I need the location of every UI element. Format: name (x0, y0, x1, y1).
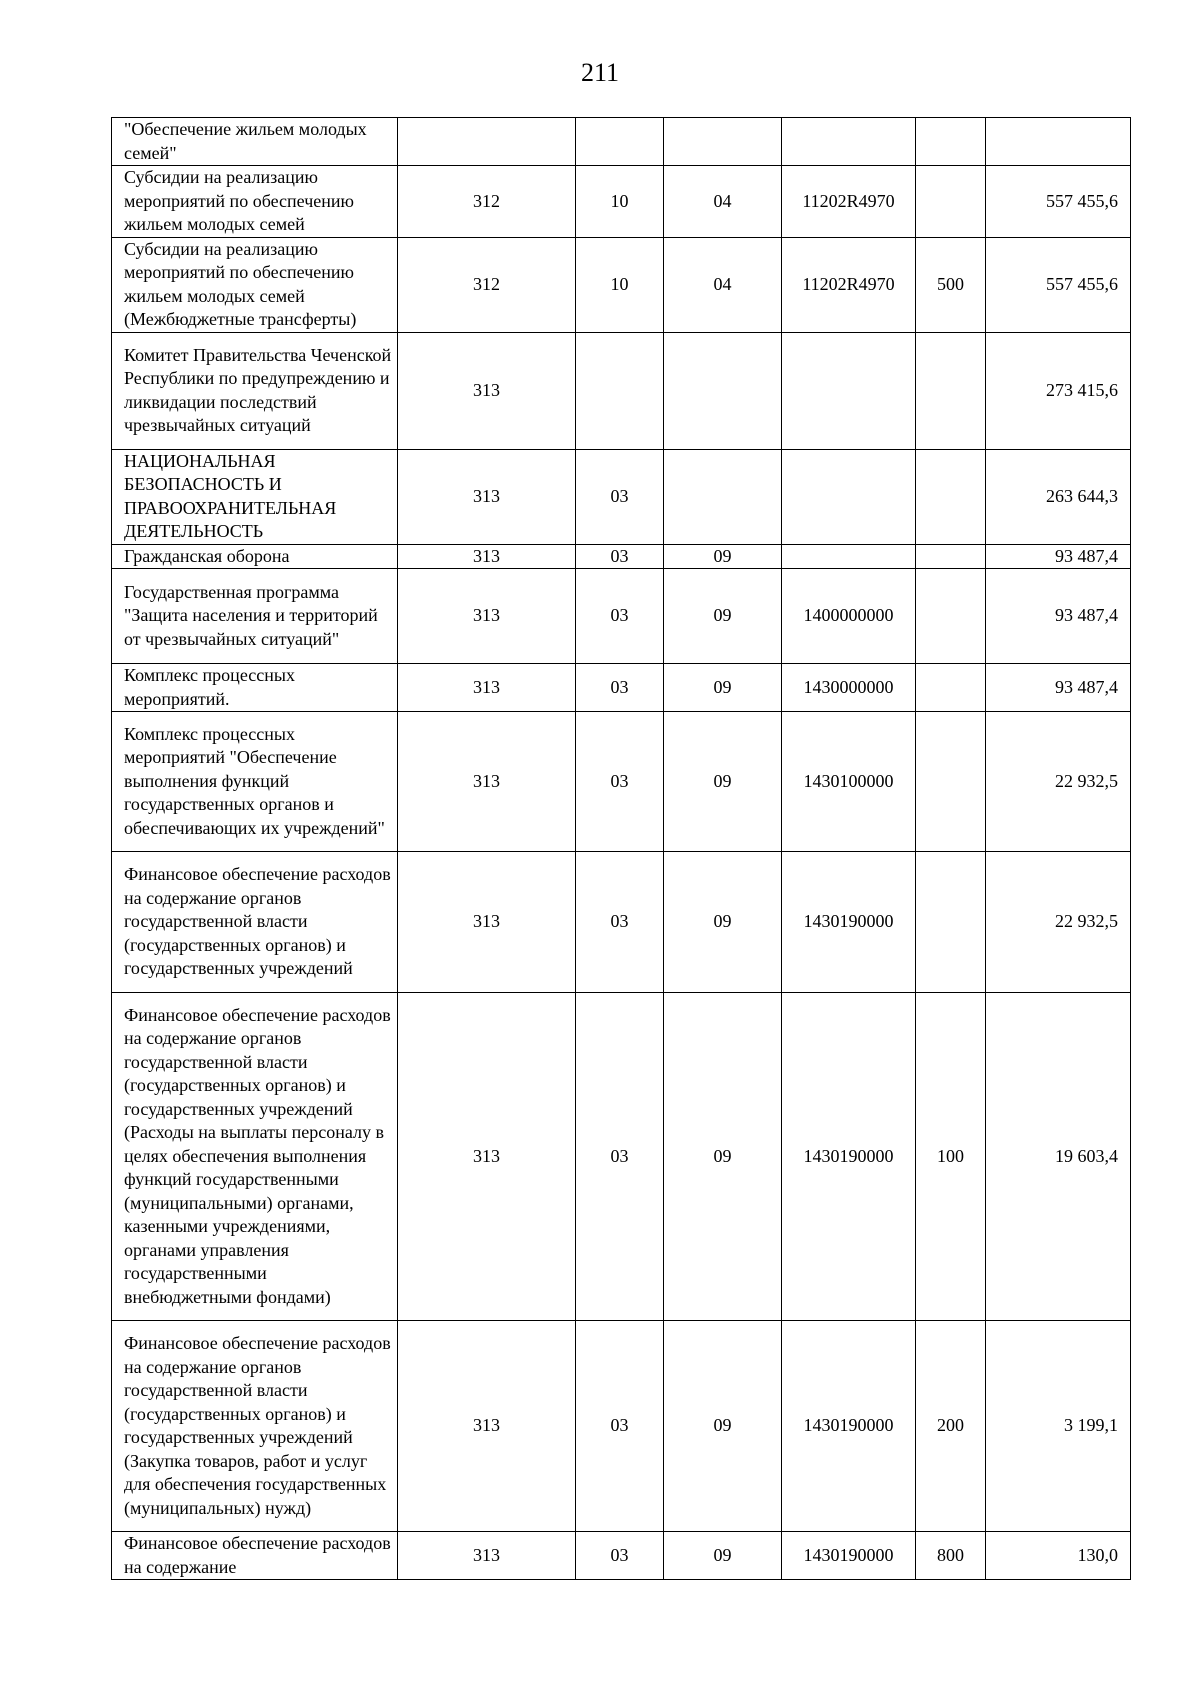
cell-section: 03 (576, 569, 664, 664)
cell-grbs: 313 (398, 1532, 576, 1580)
cell-target: 1430190000 (782, 993, 916, 1321)
cell-section: 03 (576, 1532, 664, 1580)
cell-sum: 557 455,6 (986, 237, 1131, 332)
cell-subsection: 04 (664, 237, 782, 332)
cell-vr (916, 166, 986, 238)
cell-subsection: 09 (664, 544, 782, 569)
cell-vr (916, 332, 986, 449)
cell-section: 10 (576, 166, 664, 238)
cell-grbs: 313 (398, 569, 576, 664)
cell-target (782, 544, 916, 569)
cell-grbs: 313 (398, 993, 576, 1321)
table-row (112, 1321, 1131, 1532)
cell-sum (986, 118, 1131, 166)
table-row (112, 993, 1131, 1321)
cell-vr (916, 664, 986, 712)
table-row (112, 712, 1131, 852)
cell-vr (916, 449, 986, 544)
table-row (112, 118, 1131, 166)
cell-sum: 273 415,6 (986, 332, 1131, 449)
cell-subsection: 09 (664, 664, 782, 712)
cell-sum: 3 199,1 (986, 1321, 1131, 1532)
cell-grbs: 313 (398, 712, 576, 852)
cell-name: Финансовое обеспечение расходов на содержание органов государственной власти (государственных органов) и государственных учреждений (Расходы на выплаты персоналу в целях обеспечения выполнения функций государственными (муниципальными) органами, казенными учреждениями, органами управления государственными внебюджетными фондами) (112, 993, 398, 1321)
cell-sum: 22 932,5 (986, 712, 1131, 852)
cell-sum: 19 603,4 (986, 993, 1131, 1321)
table-row (112, 166, 1131, 238)
cell-target: 1430190000 (782, 1321, 916, 1532)
cell-sum: 263 644,3 (986, 449, 1131, 544)
cell-grbs: 312 (398, 237, 576, 332)
cell-subsection: 04 (664, 166, 782, 238)
cell-target (782, 118, 916, 166)
table-row (112, 1532, 1131, 1580)
cell-sum: 93 487,4 (986, 664, 1131, 712)
budget-table (111, 117, 1131, 1580)
cell-subsection: 09 (664, 569, 782, 664)
cell-target: 1430190000 (782, 1532, 916, 1580)
cell-subsection (664, 449, 782, 544)
cell-subsection: 09 (664, 712, 782, 852)
cell-name: Комплекс процессных мероприятий "Обеспечение выполнения функций государственных органов и обеспечивающих их учреждений" (112, 712, 398, 852)
cell-subsection: 09 (664, 1532, 782, 1580)
cell-target (782, 332, 916, 449)
cell-grbs: 313 (398, 544, 576, 569)
cell-section (576, 118, 664, 166)
cell-name: Субсидии на реализацию мероприятий по обеспечению жильем молодых семей (112, 166, 398, 238)
table-row (112, 237, 1131, 332)
cell-sum: 557 455,6 (986, 166, 1131, 238)
cell-target: 1400000000 (782, 569, 916, 664)
cell-grbs: 313 (398, 332, 576, 449)
cell-grbs: 313 (398, 449, 576, 544)
cell-grbs (398, 118, 576, 166)
cell-name: Государственная программа "Защита населения и территорий от чрезвычайных ситуаций" (112, 569, 398, 664)
cell-subsection (664, 118, 782, 166)
table-row (112, 544, 1131, 569)
cell-name: "Обеспечение жильем молодых семей" (112, 118, 398, 166)
cell-vr: 200 (916, 1321, 986, 1532)
cell-section: 03 (576, 852, 664, 993)
cell-target: 1430190000 (782, 852, 916, 993)
cell-target: 11202R4970 (782, 166, 916, 238)
cell-sum: 22 932,5 (986, 852, 1131, 993)
cell-section: 03 (576, 712, 664, 852)
cell-target: 1430100000 (782, 712, 916, 852)
cell-name: НАЦИОНАЛЬНАЯ БЕЗОПАСНОСТЬ И ПРАВООХРАНИТЕЛЬНАЯ ДЕЯТЕЛЬНОСТЬ (112, 449, 398, 544)
cell-subsection: 09 (664, 1321, 782, 1532)
cell-target: 1430000000 (782, 664, 916, 712)
cell-vr (916, 118, 986, 166)
cell-grbs: 313 (398, 1321, 576, 1532)
cell-grbs: 313 (398, 664, 576, 712)
table-row (112, 449, 1131, 544)
cell-target (782, 449, 916, 544)
cell-vr (916, 569, 986, 664)
page-number: 211 (580, 58, 620, 87)
cell-section: 03 (576, 449, 664, 544)
cell-sum: 93 487,4 (986, 569, 1131, 664)
cell-name: Субсидии на реализацию мероприятий по обеспечению жильем молодых семей (Межбюджетные трансферты) (112, 237, 398, 332)
cell-subsection: 09 (664, 993, 782, 1321)
cell-name: Комплекс процессных мероприятий. (112, 664, 398, 712)
cell-sum: 130,0 (986, 1532, 1131, 1580)
table-row (112, 332, 1131, 449)
cell-subsection: 09 (664, 852, 782, 993)
cell-name: Финансовое обеспечение расходов на содержание органов государственной власти (государственных органов) и государственных учреждений (112, 852, 398, 993)
cell-section: 03 (576, 544, 664, 569)
cell-name: Гражданская оборона (112, 544, 398, 569)
cell-sum: 93 487,4 (986, 544, 1131, 569)
table-row (112, 664, 1131, 712)
cell-vr (916, 852, 986, 993)
cell-vr (916, 712, 986, 852)
cell-vr: 800 (916, 1532, 986, 1580)
table-row (112, 852, 1131, 993)
cell-vr: 100 (916, 993, 986, 1321)
cell-section (576, 332, 664, 449)
budget-table-body (112, 118, 1131, 1580)
cell-section: 03 (576, 664, 664, 712)
cell-section: 03 (576, 993, 664, 1321)
cell-name: Финансовое обеспечение расходов на содержание органов государственной власти (государственных органов) и государственных учреждений (Закупка товаров, работ и услуг для обеспечения государственных (муниципальных) нужд) (112, 1321, 398, 1532)
cell-grbs: 312 (398, 166, 576, 238)
cell-section: 10 (576, 237, 664, 332)
cell-grbs: 313 (398, 852, 576, 993)
cell-subsection (664, 332, 782, 449)
cell-name: Комитет Правительства Чеченской Республики по предупреждению и ликвидации последствий чрезвычайных ситуаций (112, 332, 398, 449)
cell-section: 03 (576, 1321, 664, 1532)
cell-vr: 500 (916, 237, 986, 332)
table-row (112, 569, 1131, 664)
cell-vr (916, 544, 986, 569)
cell-name: Финансовое обеспечение расходов на содержание (112, 1532, 398, 1580)
cell-target: 11202R4970 (782, 237, 916, 332)
